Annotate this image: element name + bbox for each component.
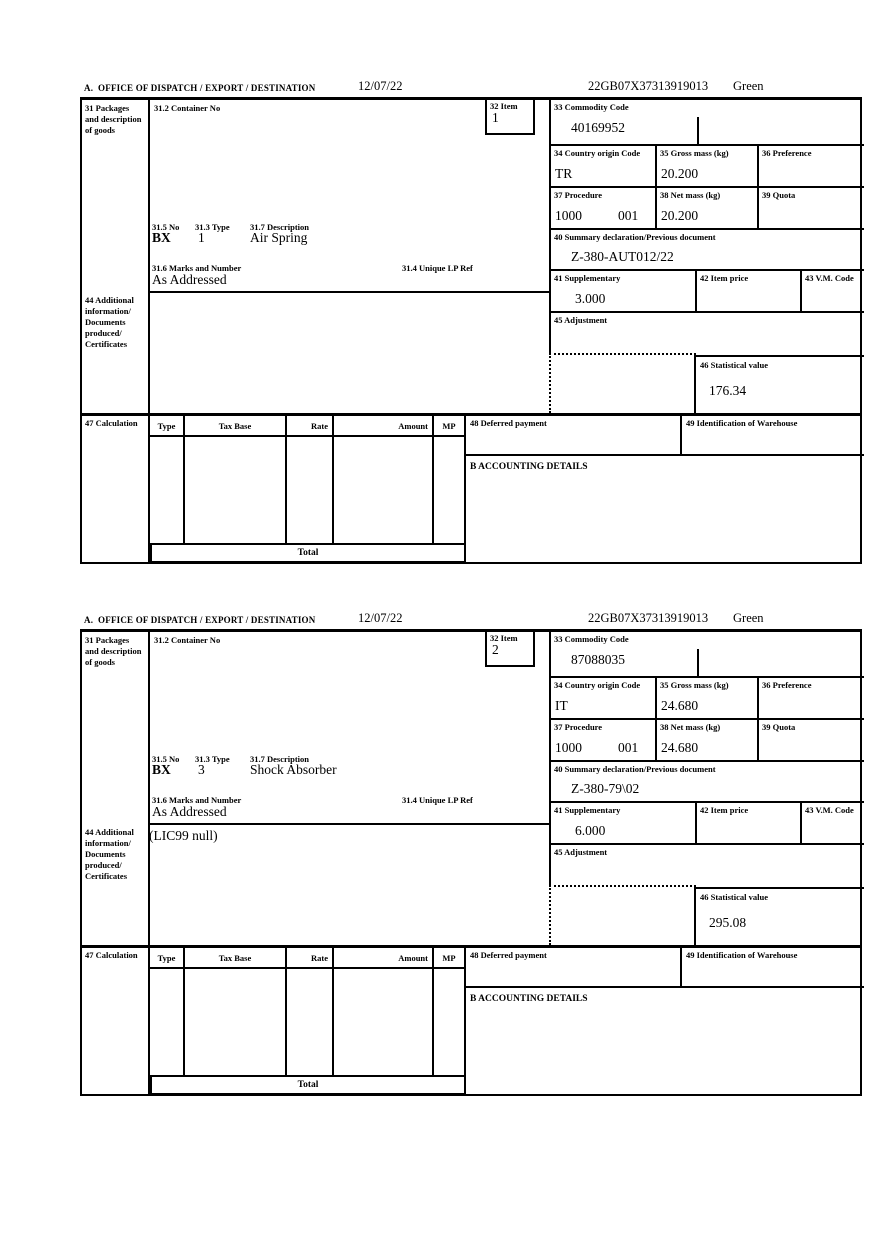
total-label: Total xyxy=(297,1080,319,1090)
box44-additional-info-value: (LIC99 null) xyxy=(149,828,218,843)
box33-commodity-code xyxy=(551,632,864,678)
office-of-dispatch-label: A. OFFICE OF DISPATCH / EXPORT / DESTINATION xyxy=(84,83,316,93)
box33-label: 33 Commodity Code xyxy=(554,102,629,112)
office-of-dispatch-label: A. OFFICE OF DISPATCH / EXPORT / DESTINATION xyxy=(84,615,316,625)
box48-label: 48 Deferred payment xyxy=(470,950,547,960)
calc-header-type: Type xyxy=(150,416,183,437)
procedure-mass-row xyxy=(551,720,864,762)
procedure-code-1: 1000 xyxy=(555,740,582,755)
goods-description-value: Shock Absorber xyxy=(250,762,337,777)
box31-goods-area xyxy=(150,632,551,825)
calc-column-tax-base xyxy=(185,416,287,543)
box32-item xyxy=(485,632,535,667)
box45-adjustment xyxy=(551,845,864,885)
box43-label: 43 V.M. Code xyxy=(805,273,854,283)
summary-declaration-value: Z-380-79\02 xyxy=(571,781,640,796)
package-number-value: BX xyxy=(152,762,171,777)
box43-vm-code xyxy=(802,271,864,311)
calc-header-rate: Rate xyxy=(287,416,332,437)
calc-header-type: Type xyxy=(150,948,183,969)
box49-warehouse xyxy=(682,948,864,986)
box32-label: 32 Item xyxy=(490,633,518,643)
routing-status: Green xyxy=(733,79,764,93)
declaration-form-grid xyxy=(80,629,862,1096)
box45-label: 45 Adjustment xyxy=(554,315,608,325)
calc-column-rate xyxy=(287,948,334,1075)
box48-deferred-payment xyxy=(466,416,682,454)
box31-6-label: 31.6 Marks and Number xyxy=(152,795,242,805)
box33-label: 33 Commodity Code xyxy=(554,634,629,644)
calc-column-tax-base xyxy=(185,948,287,1075)
country-origin-value: TR xyxy=(555,166,573,181)
item-number-value: 1 xyxy=(492,110,499,125)
box31-7-label: 31.7 Description xyxy=(250,222,310,232)
box31-2-label: 31.2 Container No xyxy=(154,635,221,645)
calculation-total-row xyxy=(150,1075,466,1095)
box38-label: 38 Net mass (kg) xyxy=(660,190,721,200)
box47-label: 47 Calculation xyxy=(85,418,138,428)
box45-label: 45 Adjustment xyxy=(554,847,608,857)
box41-label: 41 Supplementary xyxy=(554,273,621,283)
goods-description-value: Air Spring xyxy=(250,230,308,245)
procedure-code-2: 001 xyxy=(618,740,639,755)
box31-4-label: 31.4 Unique LP Ref xyxy=(402,263,473,273)
box41-label: 41 Supplementary xyxy=(554,805,621,815)
box48-label: 48 Deferred payment xyxy=(470,418,547,428)
section-header xyxy=(80,610,862,628)
summary-declaration-value: Z-380-AUT012/22 xyxy=(571,249,674,264)
box42-label: 42 Item price xyxy=(700,805,749,815)
calc-column-mp xyxy=(434,948,466,1075)
box31-5-label: 31.5 No xyxy=(152,754,180,764)
box49-warehouse xyxy=(682,416,864,454)
box32-item xyxy=(485,100,535,135)
calc-column-amount xyxy=(334,948,434,1075)
procedure-value xyxy=(555,740,638,756)
dispatch-date: 12/07/22 xyxy=(358,79,403,93)
marks-and-number-value: As Addressed xyxy=(152,272,227,287)
calc-header-mp: MP xyxy=(434,416,464,437)
supplementary-row xyxy=(551,803,864,845)
box42-item-price xyxy=(697,271,802,311)
box47-calculation-table xyxy=(150,416,466,543)
box40-label: 40 Summary declaration/Previous document xyxy=(554,764,716,774)
declaration-reference: 22GB07X37313919013 xyxy=(588,611,709,625)
box38-net-mass xyxy=(657,720,759,760)
supplementary-value: 3.000 xyxy=(575,291,606,306)
country-origin-value: IT xyxy=(555,698,568,713)
calc-column-amount xyxy=(334,416,434,543)
box44-label: 44 Additional information/ Documents produced/ Certificates xyxy=(85,827,134,882)
box31-2-label: 31.2 Container No xyxy=(154,103,221,113)
box34-country-origin xyxy=(551,146,657,186)
net-mass-value: 20.200 xyxy=(661,208,699,223)
procedure-code-2: 001 xyxy=(618,208,639,223)
box36-label: 36 Preference xyxy=(762,680,812,690)
origin-mass-row xyxy=(551,146,864,188)
box38-label: 38 Net mass (kg) xyxy=(660,722,721,732)
box33-commodity-code xyxy=(551,100,864,146)
net-mass-value: 24.680 xyxy=(661,740,699,755)
package-type-value: 1 xyxy=(198,230,205,245)
box44-label: 44 Additional information/ Documents produced/ Certificates xyxy=(85,295,134,350)
dashed-subdivision-area xyxy=(549,885,696,945)
box37-procedure xyxy=(551,720,657,760)
statistical-value: 295.08 xyxy=(709,915,747,930)
right-detail-column xyxy=(549,632,864,885)
sad-continuation-sheet xyxy=(80,78,862,564)
box47-calculation-table xyxy=(150,948,466,1075)
commodity-code-divider xyxy=(697,117,699,144)
box39-label: 39 Quota xyxy=(762,190,796,200)
box46-statistical-value xyxy=(694,355,864,413)
box31-3-label: 31.3 Type xyxy=(195,754,230,764)
package-type-value: 3 xyxy=(198,762,205,777)
procedure-code-1: 1000 xyxy=(555,208,582,223)
box31-7-label: 31.7 Description xyxy=(250,754,310,764)
declaration-form-grid xyxy=(80,97,862,564)
box36-preference xyxy=(759,678,864,718)
box31-3-label: 31.3 Type xyxy=(195,222,230,232)
gross-mass-value: 20.200 xyxy=(661,166,699,181)
box46-statistical-value xyxy=(694,887,864,945)
box46-label: 46 Statistical value xyxy=(700,360,768,370)
box31-5-label: 31.5 No xyxy=(152,222,180,232)
box49-label: 49 Identification of Warehouse xyxy=(686,418,798,428)
box35-label: 35 Gross mass (kg) xyxy=(660,680,729,690)
calc-header-amount: Amount xyxy=(334,416,432,437)
right-detail-column xyxy=(549,100,864,353)
box40-label: 40 Summary declaration/Previous document xyxy=(554,232,716,242)
box47-label: 47 Calculation xyxy=(85,950,138,960)
box32-label: 32 Item xyxy=(490,101,518,111)
box36-preference xyxy=(759,146,864,186)
procedure-value xyxy=(555,208,638,224)
box31-4-label: 31.4 Unique LP Ref xyxy=(402,795,473,805)
box31-label: 31 Packages and description of goods xyxy=(85,103,142,136)
declaration-reference: 22GB07X37313919013 xyxy=(588,79,709,93)
calc-header-rate: Rate xyxy=(287,948,332,969)
calc-header-amount: Amount xyxy=(334,948,432,969)
supplementary-row xyxy=(551,271,864,313)
commodity-code-value: 87088035 xyxy=(571,652,625,667)
accounting-details-label: B ACCOUNTING DETAILS xyxy=(470,994,588,1004)
box43-vm-code xyxy=(802,803,864,843)
item-number-value: 2 xyxy=(492,642,499,657)
supplementary-value: 6.000 xyxy=(575,823,606,838)
calc-column-type xyxy=(150,948,185,1075)
box43-label: 43 V.M. Code xyxy=(805,805,854,815)
box45-adjustment xyxy=(551,313,864,353)
commodity-code-value: 40169952 xyxy=(571,120,625,135)
accounting-details-label: B ACCOUNTING DETAILS xyxy=(470,462,588,472)
calc-column-mp xyxy=(434,416,466,543)
box40-summary-declaration xyxy=(551,762,864,803)
statistical-value: 176.34 xyxy=(709,383,747,398)
calc-header-tax-base: Tax Base xyxy=(185,948,285,969)
box35-label: 35 Gross mass (kg) xyxy=(660,148,729,158)
calc-column-rate xyxy=(287,416,334,543)
box35-gross-mass xyxy=(657,678,759,718)
box31-6-label: 31.6 Marks and Number xyxy=(152,263,242,273)
box31-goods-area xyxy=(150,100,551,293)
box37-procedure xyxy=(551,188,657,228)
calc-header-tax-base: Tax Base xyxy=(185,416,285,437)
payment-warehouse-row xyxy=(466,416,864,456)
box46-label: 46 Statistical value xyxy=(700,892,768,902)
box40-summary-declaration xyxy=(551,230,864,271)
box34-label: 34 Country origin Code xyxy=(554,680,641,690)
box42-item-price xyxy=(697,803,802,843)
payment-warehouse-row xyxy=(466,948,864,988)
commodity-code-divider xyxy=(697,649,699,676)
left-label-column xyxy=(82,632,150,1094)
box31-label: 31 Packages and description of goods xyxy=(85,635,142,668)
total-label: Total xyxy=(297,548,319,558)
routing-status: Green xyxy=(733,611,764,625)
box37-label: 37 Procedure xyxy=(554,722,603,732)
calculation-total-row xyxy=(150,543,466,563)
section-header xyxy=(80,78,862,96)
box34-country-origin xyxy=(551,678,657,718)
box39-quota xyxy=(759,720,864,760)
box35-gross-mass xyxy=(657,146,759,186)
gross-mass-value: 24.680 xyxy=(661,698,699,713)
box48-deferred-payment xyxy=(466,948,682,986)
box36-label: 36 Preference xyxy=(762,148,812,158)
box42-label: 42 Item price xyxy=(700,273,749,283)
box39-label: 39 Quota xyxy=(762,722,796,732)
sad-continuation-sheet xyxy=(80,610,862,1096)
package-number-value: BX xyxy=(152,230,171,245)
box41-supplementary xyxy=(551,271,697,311)
box41-supplementary xyxy=(551,803,697,843)
calc-header-mp: MP xyxy=(434,948,464,969)
procedure-mass-row xyxy=(551,188,864,230)
marks-and-number-value: As Addressed xyxy=(152,804,227,819)
box38-net-mass xyxy=(657,188,759,228)
dashed-subdivision-area xyxy=(549,353,696,413)
calc-column-type xyxy=(150,416,185,543)
dispatch-date: 12/07/22 xyxy=(358,611,403,625)
box49-label: 49 Identification of Warehouse xyxy=(686,950,798,960)
origin-mass-row xyxy=(551,678,864,720)
box34-label: 34 Country origin Code xyxy=(554,148,641,158)
left-label-column xyxy=(82,100,150,562)
box39-quota xyxy=(759,188,864,228)
box37-label: 37 Procedure xyxy=(554,190,603,200)
